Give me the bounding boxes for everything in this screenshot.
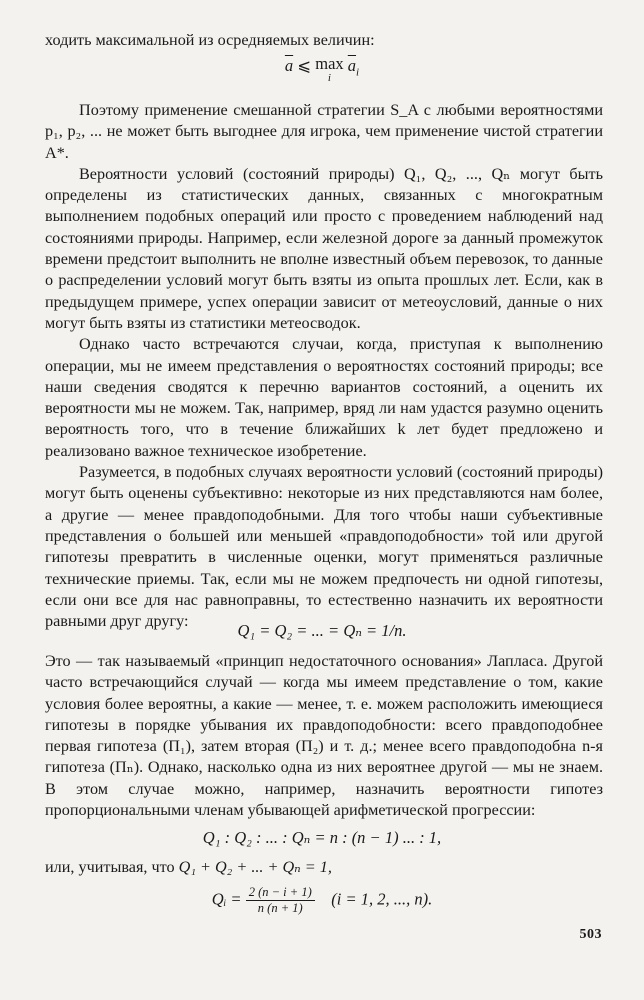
formula-max-rhs-sub: i <box>356 66 360 79</box>
formula-equal-text: Q₁ = Q₂ = ... = Qₙ = 1/n. <box>237 621 407 640</box>
page-number: 503 <box>579 927 602 942</box>
formula-sum-prefix: или, учитывая, что <box>45 858 175 876</box>
formula-equal <box>0 621 644 641</box>
main-text <box>45 100 603 632</box>
formula-sum-line <box>45 857 603 878</box>
paragraph-5-block <box>45 651 603 821</box>
formula-max-rhs: $\overline{a}$ <box>347 56 357 75</box>
formula-qi <box>0 885 644 916</box>
formula-max-rel: ⩽ <box>297 56 312 75</box>
formula-sum: Q₁ + Q₂ + ... + Qₙ = 1, <box>178 858 332 876</box>
paragraph-5: Это — так называемый «принцип недостаточного основания» Лапласа. Другой часто встречающийся случай — когда мы имеем представление о том, какие условия более вероятны, а какие — менее, т. е. можем расположить имеющиеся гипотезы в порядке убывания их правдоподобности: всего правдоподобнее первая гипотеза (П₁), затем вторая (П₂) и т. д.; менее всего правдоподобна n-я гипотеза (Пₙ). Однако, насколько одна из них вероятнее другой — мы не знаем. В этом случае можно, например, назначить вероятности гипотез пропорциональными членам убывающей арифметической прогрессии: <box>45 652 603 820</box>
formula-max-lhs: $\overline{a}$ <box>284 56 294 75</box>
formula-max-op: max <box>315 54 344 73</box>
intro-text <box>45 30 603 51</box>
formula-ratio-text: Q₁ : Q₂ : ... : Qₙ = n : (n − 1) ... : 1, <box>202 828 442 847</box>
formula-qi-lhs: Qᵢ = <box>211 889 242 909</box>
formula-max-operator <box>315 56 343 86</box>
formula-ratio <box>0 828 644 848</box>
paragraph-4: Разумеется, в подобных случаях вероятности условий (состояний природы) могут быть оценены субъективно: некоторые из них представляются нам более, а другие — менее правдоподобными. Для того чтобы наши субъективные представления о большей или меньшей «правдоподобности» той или другой гипотезы превратить в численные оценки, могут применяться различные технические приемы. Так, если мы не можем предпочесть ни одной гипотезы, если они все для нас равноправны, то естественно назначить их вероятности равными друг другу: <box>45 463 603 631</box>
formula-max-index: i <box>327 72 331 84</box>
formula-qi-fraction <box>246 885 315 916</box>
formula-qi-denominator: n (n + 1) <box>257 901 303 915</box>
paragraph-1: Поэтому применение смешанной стратегии S_A с любыми вероятностями p₁, p₂, ... не может быть выгоднее для игрока, чем применение чистой стратегии A*. <box>45 101 603 162</box>
paragraph-3: Однако часто встречаются случаи, когда, приступая к выполнению операции, мы не имеем представления о вероятностях состояний природы; все наши сведения сводятся к перечню вариантов состояний, а оценить их вероятности мы не можем. Так, например, вряд ли нам удастся разумно оценить вероятность того, что в течение ближайших k лет будет предложено и реализовано важное техническое изобретение. <box>45 335 603 460</box>
formula-qi-range: (i = 1, 2, ..., n). <box>331 889 433 909</box>
paragraph-2: Вероятности условий (состояний природы) Q₁, Q₂, ..., Qₙ могут быть определены из статистических данных, связанных с многократным выполнением подобных операций или просто с проведением наблюдений над состояниями природы. Например, если железной дороге за данный промежуток времени предстоит выполнить не вполне известный объем перевозок, то данные о распределении условий могут быть взяты из опыта прошлых лет. Если, как в предыдущем примере, успех операции зависит от метеоусловий, данные о них могут быть взяты из статистики метеосводок. <box>45 164 603 332</box>
formula-qi-numerator: 2 (n − i + 1) <box>246 885 315 901</box>
intro-line: ходить максимальной из осредняемых величин: <box>45 31 375 49</box>
formula-max <box>0 56 644 86</box>
